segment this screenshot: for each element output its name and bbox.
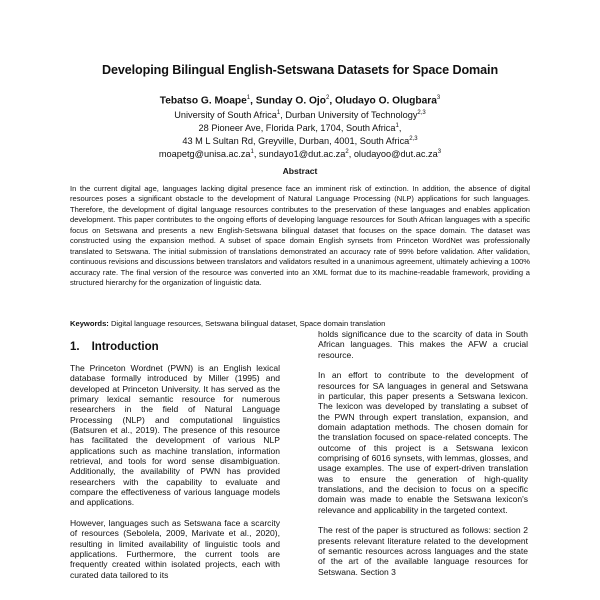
affiliation-sup: 1 bbox=[395, 123, 399, 129]
email-sup: 1 bbox=[250, 149, 254, 155]
section-number: 1. bbox=[70, 341, 80, 353]
author-name: Oludayo O. Olugbara bbox=[334, 95, 437, 107]
right-column bbox=[318, 329, 528, 587]
author-name: Sunday O. Ojo bbox=[255, 95, 326, 107]
paragraph: The Princeton Wordnet (PWN) is an English lexical database formally introduced by Miller (1995) and developed at Princeton University. It has served as the primary lexical semantic resource for numerous researchers in the field of Natural Language Processing (NLP) and computational linguistics (Batsuren et al., 2019). The presence of this resource has facilitated the development of various NLP applications such as machine translation, information retrieval, and tools for word sense disambiguation. Additionally, the availability of PWN has provided researchers with the capability to evaluate and compare the effectiveness of various language models and applications. bbox=[70, 363, 280, 508]
section-title: Introduction bbox=[91, 341, 159, 353]
affiliation-sup: 2,3 bbox=[409, 136, 418, 142]
affiliation-text: University of South Africa bbox=[174, 110, 277, 121]
paragraph: In an effort to contribute to the development of resources for SA languages in general and Setswana in particular, this paper presents a Setswana lexicon. The lexicon was developed by translating a subset of the PWN through expert translation, expansion, and domain adaptation methods. The chosen domain for the translation focused on space-related concepts. The outcome of this project is a Setswana lexicon comprising of 6016 synsets, with lemmas, glosses, and usage examples. The use of expert-driven translation was to ensure the generation of high-quality translations, and the decision to focus on a specific domain was made to enable the Setswana lexicon's relevance and applicability in the targeted context. bbox=[318, 370, 528, 515]
paragraph: holds significance due to the scarcity of data in South African languages. This makes the AFW a crucial resource. bbox=[318, 329, 528, 360]
author-sup: 3 bbox=[436, 95, 441, 101]
paragraph: However, languages such as Setswana face a scarcity of resources (Sebolela, 2009, Marivate et al., 2020), resulting in limited availability of linguistic tools and applications. Furthermore, the current tools are frequently created within isolated projects, each with curated data tailored to its bbox=[70, 518, 280, 580]
email-sup: 2 bbox=[345, 149, 349, 155]
email-line bbox=[60, 149, 540, 159]
author-sup: 2 bbox=[325, 95, 330, 101]
email-sup: 3 bbox=[437, 149, 442, 155]
author-name: Tebatso G. Moape bbox=[159, 95, 247, 107]
email-text: , sundayo1@dut.ac.za bbox=[253, 149, 346, 160]
keywords-line bbox=[70, 319, 530, 328]
affiliation-text: , bbox=[398, 123, 402, 134]
abstract-heading: Abstract bbox=[282, 166, 318, 176]
keywords-label: Keywords: bbox=[70, 319, 109, 328]
email-text: moapetg@unisa.ac.za bbox=[158, 149, 251, 160]
affiliation-line bbox=[60, 136, 540, 146]
author-separator: , bbox=[250, 95, 256, 107]
affiliation-line bbox=[60, 110, 540, 120]
email-text: , oludayoo@dut.ac.za bbox=[348, 149, 438, 160]
affiliation-text: , Durban University of Technology bbox=[280, 110, 418, 121]
affiliation-text: 28 Pioneer Ave, Florida Park, 1704, South Africa bbox=[198, 123, 396, 134]
paragraph: The rest of the paper is structured as follows: section 2 presents relevant literature related to the development of semantic resources across languages and the state of the art of the available language resources for Setswana. Section 3 bbox=[318, 525, 528, 577]
author-separator: , bbox=[329, 95, 335, 107]
affiliation-sup: 1 bbox=[276, 110, 281, 116]
left-column bbox=[70, 363, 280, 590]
keywords-text: Digital language resources, Setswana bilingual dataset, Space domain translation bbox=[110, 319, 386, 328]
affiliation-text: 43 M L Sultan Rd, Greyville, Durban, 4001, South Africa bbox=[182, 136, 410, 147]
author-sup: 1 bbox=[246, 95, 251, 101]
affiliation-line bbox=[60, 123, 540, 133]
paper-title: Developing Bilingual English-Setswana Datasets for Space Domain bbox=[101, 63, 499, 77]
section-heading bbox=[70, 341, 159, 353]
abstract-body: In the current digital age, languages lacking digital presence face an imminent risk of extinction. In addition, the absence of digital resources poses a significant obstacle to the development of Natural Language Processing (NLP) applications for such languages. Therefore, the development of digital language resources contributes to the preservation of these languages and enables application development. This paper contributes to the ongoing efforts of developing language resources for South African languages with a specific focus on Setswana and presents a new English-Setswana bilingual dataset that focuses on the space domain. The dataset was constructed using the expansion method. A subset of space domain English synsets from Princeton WordNet was professionally translated to Setswana. The initial submission of translations demonstrated an accuracy rate of 99% before validation. After validation, continuous revisions and discussions between translators and validators resulted in a unanimous agreement, ultimately achieving a 100% accuracy rate. The final version of the resource was converted into an XML format due to its machine-readable framework, providing a structured hierarchy for the organization of linguistic data. bbox=[70, 184, 530, 288]
author-list bbox=[60, 95, 540, 106]
affiliation-sup: 2,3 bbox=[417, 110, 426, 116]
